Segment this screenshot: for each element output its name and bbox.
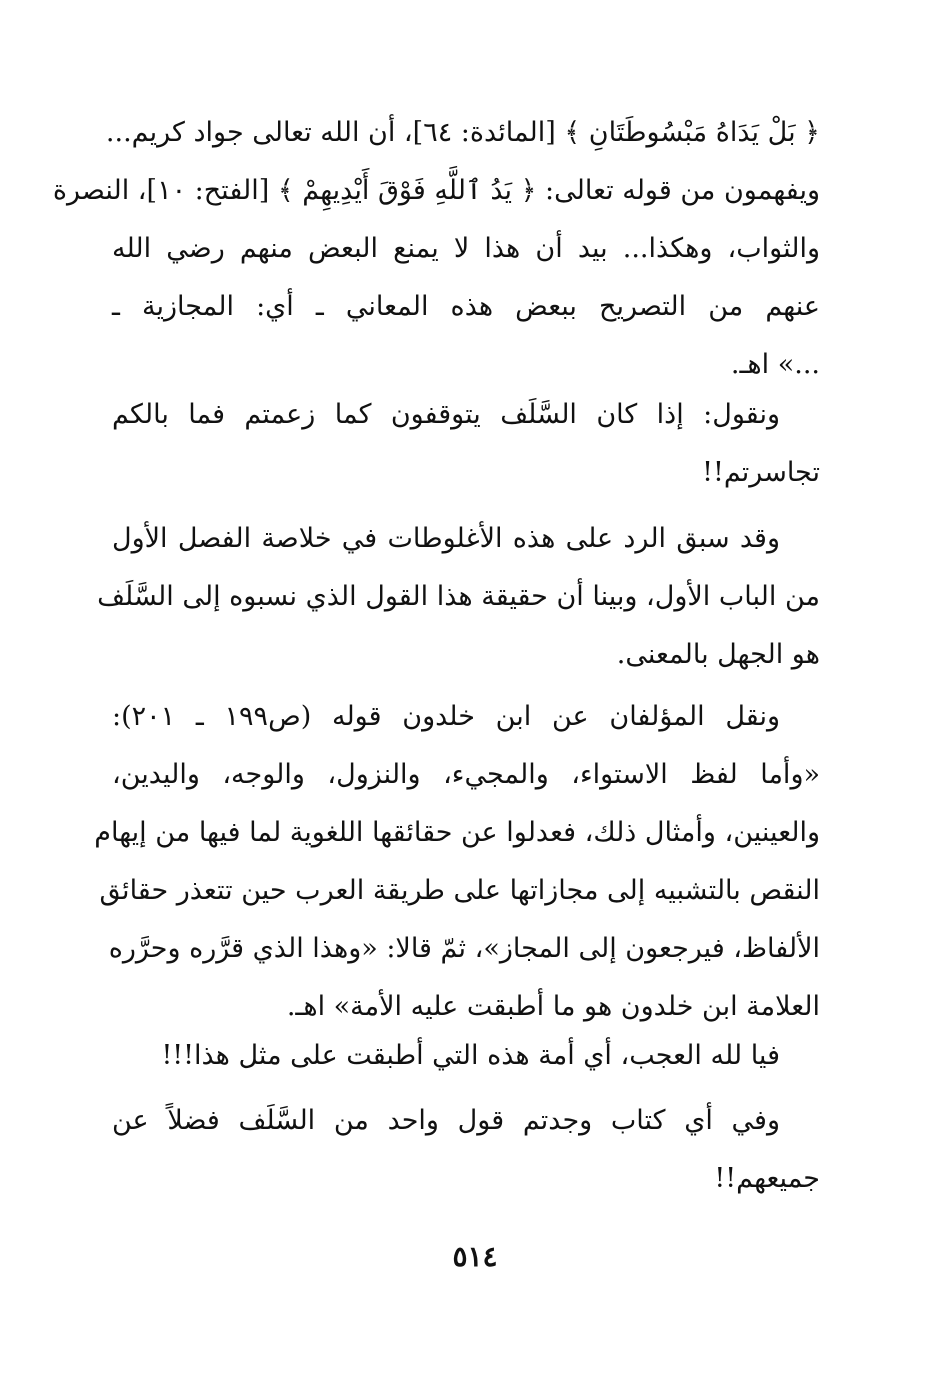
text-line: من الباب الأول، وبينا أن حقيقة هذا القول الذي نسبوه إلى السَّلَف xyxy=(97,581,820,612)
page-number: ٥١٤ xyxy=(452,1240,498,1273)
text-line: العلامة ابن خلدون هو ما أطبقت عليه الأمة» اهـ. xyxy=(286,991,820,1022)
text-line: ويفهمون من قوله تعالى: ﴿ يَدُ ٱللَّهِ فَوْقَ أَيْدِيهِمْ ﴾ [الفتح: ١٠]، النصرة xyxy=(52,175,820,206)
text-line: الألفاظ، فيرجعون إلى المجاز»، ثمّ قالا: «وهذا الذي قرَّره وحرَّره xyxy=(108,933,820,964)
text-line: ونقول: إذا كان السَّلَف يتوقفون كما زعمتم فما بالكم xyxy=(112,399,780,430)
text-line: فيا لله العجب، أي أمة هذه التي أطبقت على مثل هذا!!! xyxy=(161,1040,780,1071)
text-line: والثواب، وهكذا... بيد أن هذا لا يمنع البعض منهم رضي الله xyxy=(112,233,820,264)
text-line: ...» اهـ. xyxy=(730,349,820,380)
text-line: «وأما لفظ الاستواء، والمجيء، والنزول، والوجه، واليدين، xyxy=(112,759,820,790)
text-line: تجاسرتم!! xyxy=(702,457,820,488)
text-line: والعينين، وأمثال ذلك، فعدلوا عن حقائقها اللغوية لما فيها من إيهام xyxy=(94,817,820,848)
text-line: وقد سبق الرد على هذه الأغلوطات في خلاصة الفصل الأول xyxy=(112,523,780,554)
text-line: النقص بالتشبيه إلى مجازاتها على طريقة العرب حين تتعذر حقائق xyxy=(99,875,820,906)
paragraph-6 xyxy=(112,1092,820,1208)
text-line: وفي أي كتاب وجدتم قول واحد من السَّلَف فضلاً عن xyxy=(112,1105,780,1136)
text-line: جميعهم!! xyxy=(714,1163,820,1194)
paragraph-3 xyxy=(97,510,820,684)
paragraph-2 xyxy=(112,386,820,502)
paragraph-4 xyxy=(94,688,820,1036)
text-line: ﴿ بَلْ يَدَاهُ مَبْسُوطَتَانِ ﴾ [المائدة: ٦٤]، أن الله تعالى جواد كريم... xyxy=(105,117,820,148)
paragraph-5 xyxy=(112,1027,820,1085)
text-line: ونقل المؤلفان عن ابن خلدون قوله (ص١٩٩ ـ ٢٠١): xyxy=(112,701,781,732)
text-line: هو الجهل بالمعنى. xyxy=(616,639,820,670)
text-line: عنهم من التصريح ببعض هذه المعاني ـ أي: المجازية ـ xyxy=(112,291,820,322)
paragraph-1 xyxy=(52,104,820,394)
